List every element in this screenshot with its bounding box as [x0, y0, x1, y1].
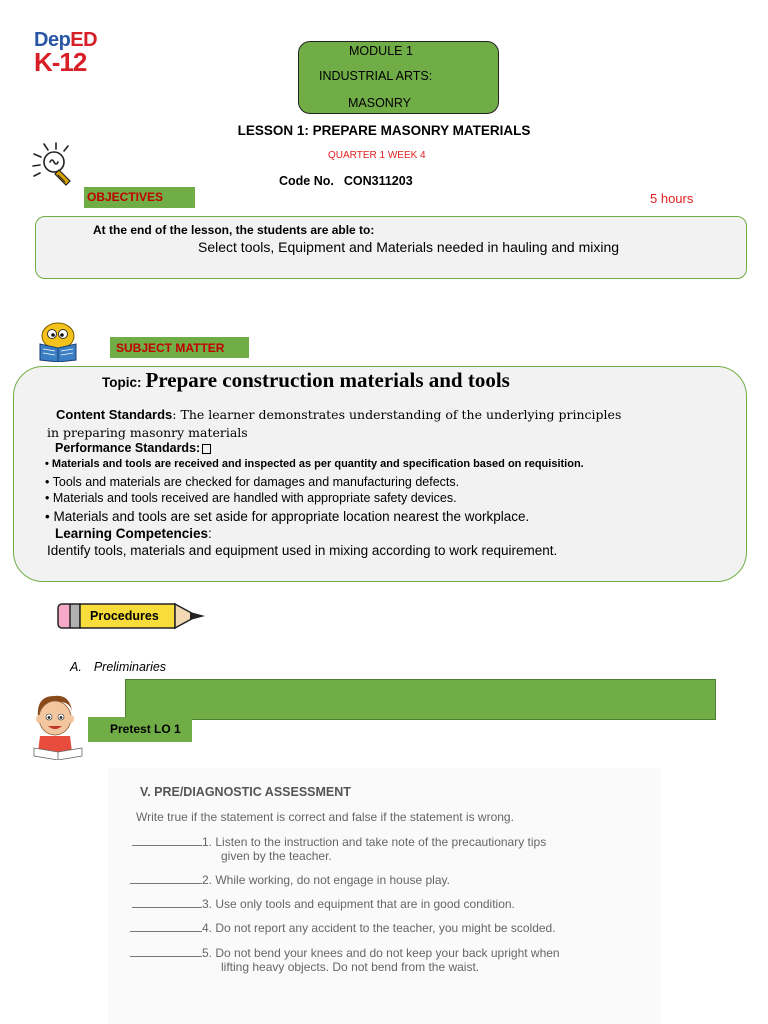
topic-value: Prepare construction materials and tools — [145, 368, 510, 392]
objectives-tag: OBJECTIVES — [84, 187, 195, 208]
answer-blank — [132, 844, 202, 846]
content-standards — [56, 407, 621, 422]
assessment-item-continued: given by the teacher. — [221, 849, 332, 863]
learning-competencies-label: Learning Competencies — [55, 526, 209, 541]
performance-bullet: • Materials and tools received are handled with appropriate safety devices. — [45, 491, 457, 505]
module-number: MODULE 1 — [349, 44, 413, 58]
lesson-title: LESSON 1: PREPARE MASONRY MATERIALS — [237, 123, 531, 138]
lightbulb-icon — [30, 140, 78, 188]
checkbox-glyph-icon — [202, 444, 211, 454]
preliminaries-heading — [70, 660, 178, 674]
assessment-title: V. PRE/DIAGNOSTIC ASSESSMENT — [140, 785, 351, 799]
performance-bullet: • Materials and tools are received and inspected as per quantity and specification based on requisition. — [45, 458, 584, 470]
module-topic: MASONRY — [348, 96, 411, 110]
student-reading-icon — [30, 690, 90, 760]
topic-label: Topic: — [102, 375, 142, 390]
code-label: Code No. — [279, 174, 334, 188]
learning-competencies: Learning Competencies: — [55, 526, 212, 541]
assessment-item: 4. Do not report any accident to the teacher, you might be scolded. — [130, 922, 556, 935]
assessment-item: 1. Listen to the instruction and take note of the precautionary tips — [132, 836, 546, 849]
performance-standards-label: Performance Standards: — [55, 441, 201, 455]
subject-matter-tag: SUBJECT MATTER — [110, 337, 249, 358]
assessment-item-continued: lifting heavy objects. Do not bend from the waist. — [221, 960, 480, 974]
preliminaries-banner — [125, 679, 716, 720]
assessment-item: 3. Use only tools and equipment that are in good condition. — [132, 898, 515, 911]
assessment-item: 2. While working, do not engage in house play. — [130, 874, 450, 887]
code-value: CON311203 — [343, 174, 413, 188]
learning-competencies-text: Identify tools, materials and equipment used in mixing according to work requirement. — [47, 543, 558, 558]
performance-bullet: • Tools and materials are checked for damages and manufacturing defects. — [45, 475, 460, 489]
logo-text-dep: Dep — [34, 29, 71, 51]
module-subject: INDUSTRIAL ARTS: — [319, 69, 433, 83]
assessment-section — [108, 768, 661, 1024]
quarter-week: QUARTER 1 WEEK 4 — [328, 150, 426, 161]
answer-blank — [132, 906, 202, 908]
content-standards-label: Content Standards — [56, 407, 173, 422]
performance-standards — [55, 441, 211, 455]
reading-student-icon — [38, 322, 86, 362]
logo-text-k12: K-12 — [34, 47, 87, 77]
assessment-item: 5. Do not bend your knees and do not keep your back upright when — [130, 947, 560, 960]
code-number — [279, 174, 423, 188]
answer-blank — [130, 930, 202, 932]
assessment-instruction: Write true if the statement is correct and false if the statement is wrong. — [136, 810, 514, 824]
preliminaries-label: Preliminaries — [93, 660, 167, 674]
objectives-item: Select tools, Equipment and Materials needed in hauling and mixing — [198, 239, 620, 255]
procedures-label: Procedures — [90, 609, 159, 623]
content-standards-text-continued: in preparing masonry materials — [47, 425, 248, 440]
performance-bullet: • Materials and tools are set aside for appropriate location nearest the workplace. — [45, 509, 530, 524]
answer-blank — [130, 955, 202, 957]
logo-text-ed: ED — [70, 29, 98, 51]
topic-line — [102, 368, 510, 393]
preliminaries-letter: A. — [70, 660, 82, 674]
content-standards-text: : The learner demonstrates understanding of the underlying principles — [172, 407, 622, 422]
pretest-tag: Pretest LO 1 — [88, 717, 192, 742]
answer-blank — [130, 882, 202, 884]
module-header-box — [298, 41, 499, 114]
deped-k12-logo — [34, 30, 106, 80]
objectives-intro: At the end of the lesson, the students are able to: — [93, 223, 375, 237]
duration-hours: 5 hours — [650, 191, 694, 206]
